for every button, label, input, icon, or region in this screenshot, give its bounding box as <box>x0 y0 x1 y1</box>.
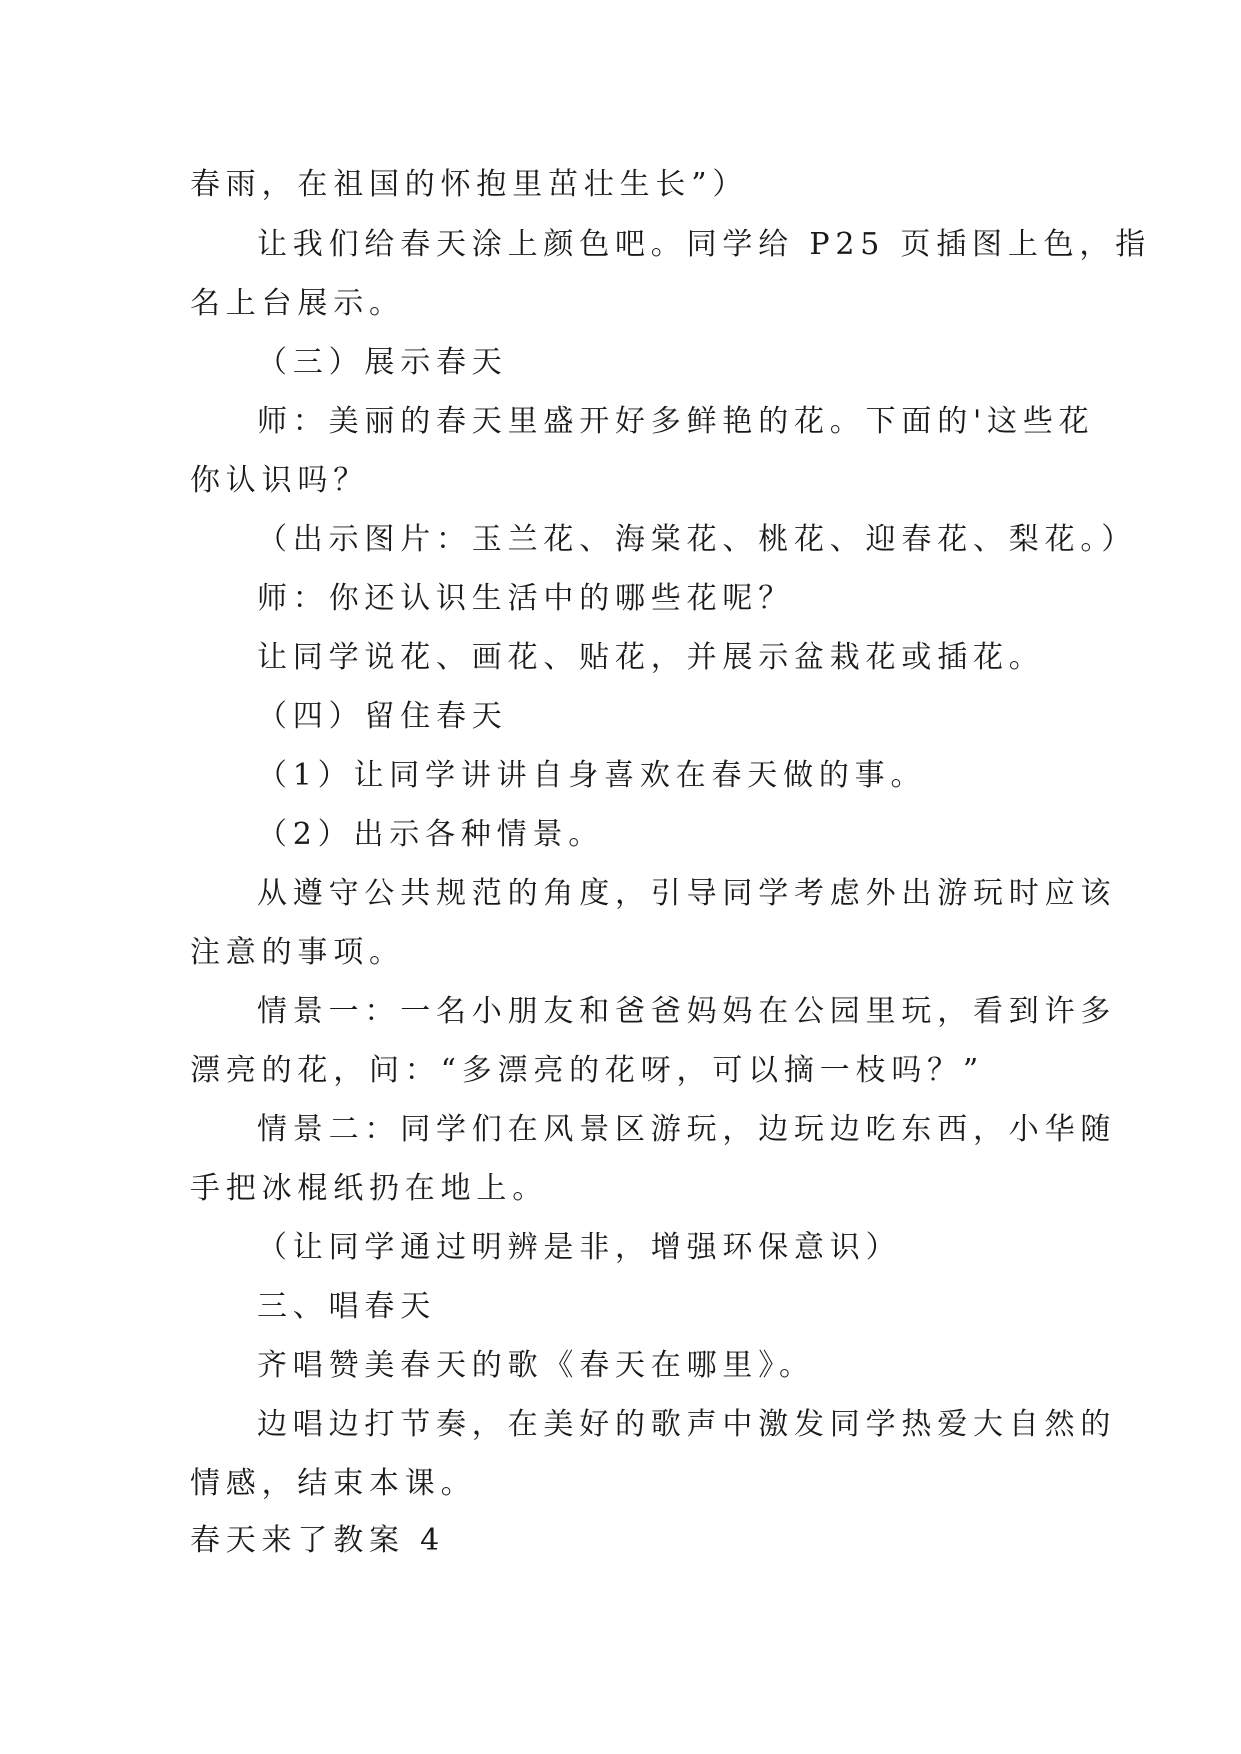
paragraph-line: 手把冰棍纸扔在地上。 <box>190 1171 548 1206</box>
paragraph-line: 春雨，在祖国的怀抱里茁壮生长”） <box>190 167 749 202</box>
paragraph-line: 你认识吗？ <box>190 463 369 498</box>
section-heading: （四）留住春天 <box>257 699 508 734</box>
paragraph-line: 让同学说花、画花、贴花，并展示盆栽花或插花。 <box>257 640 1045 675</box>
list-item: （2）出示各种情景。 <box>257 817 605 852</box>
list-item: （1）让同学讲讲自身喜欢在春天做的事。 <box>257 758 927 793</box>
paragraph-line: 师：美丽的春天里盛开好多鲜艳的花。下面的'这些花 <box>257 404 1095 439</box>
section-heading: （三）展示春天 <box>257 345 508 380</box>
paragraph-line: （出示图片：玉兰花、海棠花、桃花、迎春花、梨花。） <box>257 522 1137 557</box>
paragraph-line: 情感，结束本课。 <box>190 1466 477 1501</box>
paragraph-line: 齐唱赞美春天的歌《春天在哪里》。 <box>257 1348 815 1383</box>
paragraph-line: 从遵守公共规范的角度，引导同学考虑外出游玩时应该 <box>257 876 1117 911</box>
paragraph-line: 名上台展示。 <box>190 286 405 321</box>
document-title: 春天来了教案 4 <box>190 1523 446 1558</box>
paragraph-line: 漂亮的花，问：“多漂亮的花呀，可以摘一枝吗？” <box>190 1053 985 1088</box>
paragraph-line: （让同学通过明辨是非，增强环保意识） <box>257 1230 902 1265</box>
paragraph-line: 边唱边打节奏，在美好的歌声中激发同学热爱大自然的 <box>257 1407 1117 1442</box>
section-heading: 三、唱春天 <box>257 1289 436 1324</box>
paragraph-line: 让我们给春天涂上颜色吧。同学给 P25 页插图上色，指 <box>257 227 1152 262</box>
paragraph-line: 注意的事项。 <box>190 935 405 970</box>
paragraph-line: 情景一：一名小朋友和爸爸妈妈在公园里玩，看到许多 <box>257 994 1117 1029</box>
paragraph-line: 师：你还认识生活中的哪些花呢？ <box>257 581 794 616</box>
paragraph-line: 情景二：同学们在风景区游玩，边玩边吃东西，小华随 <box>257 1112 1117 1147</box>
